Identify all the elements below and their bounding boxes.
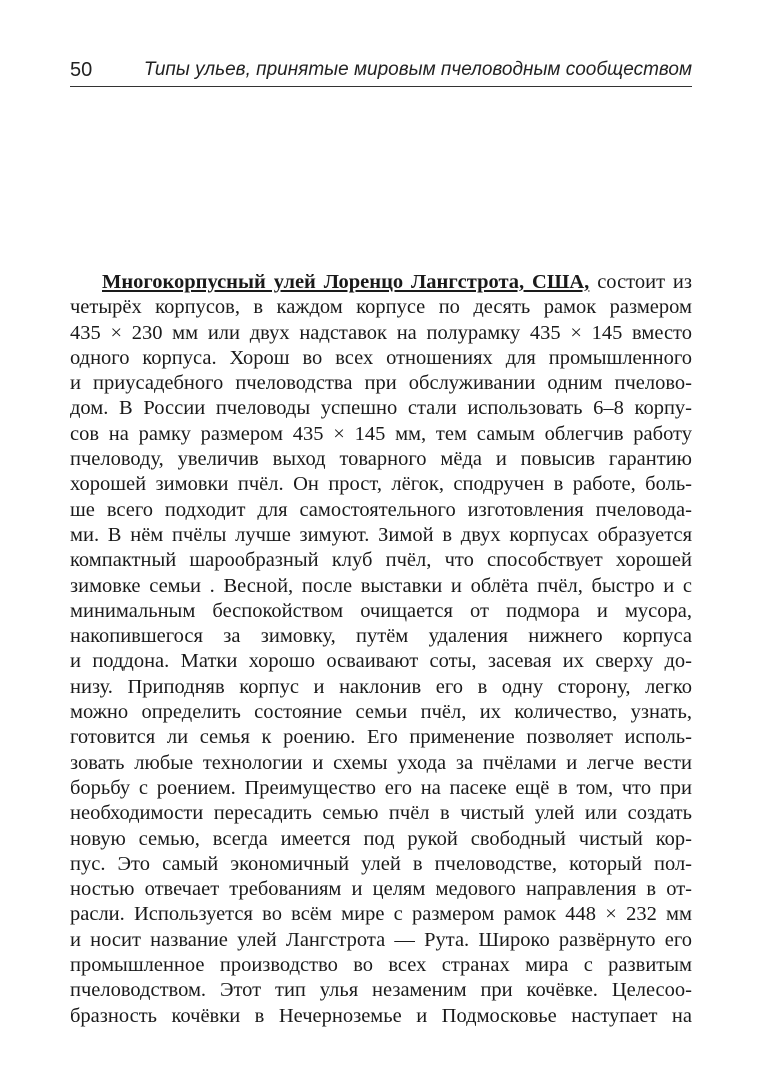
text-line: пчеловоду, увеличив выход товарного мёда и повысив гарантию bbox=[70, 448, 692, 471]
body-paragraph bbox=[70, 270, 692, 1029]
text-line: дом. В России пчеловоды успешно стали использовать 6–8 корпу- bbox=[70, 397, 692, 420]
paragraph-lead: Многокорпусный улей Лоренцо Лангстрота, США, bbox=[102, 271, 590, 293]
text-line: борьбу с роением. Преимущество его на пасеке ещё в том, что при bbox=[70, 776, 692, 799]
text-line: низу. Приподняв корпус и наклонив его в одну сторону, легко bbox=[70, 675, 692, 698]
text-line: пус. Это самый экономичный улей в пчеловодстве, который пол- bbox=[70, 852, 692, 875]
text-line: ми. В нём пчёлы лучше зимуют. Зимой в двух корпусах образуется bbox=[70, 523, 692, 546]
text-line: накопившегося за зимовку, путём удаления нижнего корпуса bbox=[70, 625, 692, 648]
text-line: зимовке семьи . Весной, после выставки и облёта пчёл, быстро и с bbox=[70, 574, 692, 597]
running-header bbox=[70, 56, 692, 86]
text-line: и носит название улей Лангстрота — Рута. Широко развёрнуто его bbox=[70, 928, 692, 951]
text-line: готовится ли семья к роению. Его применение позволяет исполь- bbox=[70, 726, 692, 749]
text-line: четырёх корпусов, в каждом корпусе по десять рамок размером bbox=[70, 296, 692, 319]
text-line: необходимости пересадить семью пчёл в чистый улей или создать bbox=[70, 802, 692, 825]
page-number: 50 bbox=[70, 59, 93, 81]
text-line: ностью отвечает требованиям и целям медового направления в от- bbox=[70, 878, 692, 901]
header-rule bbox=[70, 86, 692, 87]
text-line bbox=[70, 270, 692, 295]
text-line: и приусадебного пчеловодства при обслуживании одним пчелово- bbox=[70, 372, 692, 395]
text-line: ше всего подходит для самостоятельного изготовления пчеловода- bbox=[70, 498, 692, 521]
text-line: расли. Используется во всём мире с размером рамок 448 × 232 мм bbox=[70, 903, 692, 926]
text-line: компактный шарообразный клуб пчёл, что способствует хорошей bbox=[70, 549, 692, 572]
text-line: 435 × 230 мм или двух надставок на полурамку 435 × 145 вместо bbox=[70, 321, 692, 344]
text-line: промышленное производство во всех странах мира с развитым bbox=[70, 954, 692, 977]
text-line: и поддона. Матки хорошо осваивают соты, засевая их сверху до- bbox=[70, 650, 692, 673]
text-line: новую семью, всегда имеется под рукой свободный чистый кор- bbox=[70, 827, 692, 850]
text-line: зовать любые технологии и схемы ухода за пчёлами и легче вести bbox=[70, 751, 692, 774]
text-line: пчеловодством. Этот тип улья незаменим при кочёвке. Целесоо- bbox=[70, 979, 692, 1002]
text-line: хорошей зимовки пчёл. Он прост, лёгок, сподручен в работе, боль- bbox=[70, 473, 692, 496]
text-line: одного корпуса. Хорош во всех отношениях для промышленного bbox=[70, 346, 692, 369]
text-line: сов на рамку размером 435 × 145 мм, тем самым облегчив работу bbox=[70, 422, 692, 445]
text-line: минимальным беспокойством очищается от подмора и мусора, bbox=[70, 599, 692, 622]
first-line-rest: состоит из bbox=[589, 271, 692, 293]
text-line: можно определить состояние семьи пчёл, их количество, узнать, bbox=[70, 701, 692, 724]
running-title: Типы ульев, принятые мировым пчеловодным сообществом bbox=[143, 59, 692, 80]
text-line: бразность кочёвки в Нечерноземье и Подмосковье наступает на bbox=[70, 1004, 692, 1027]
